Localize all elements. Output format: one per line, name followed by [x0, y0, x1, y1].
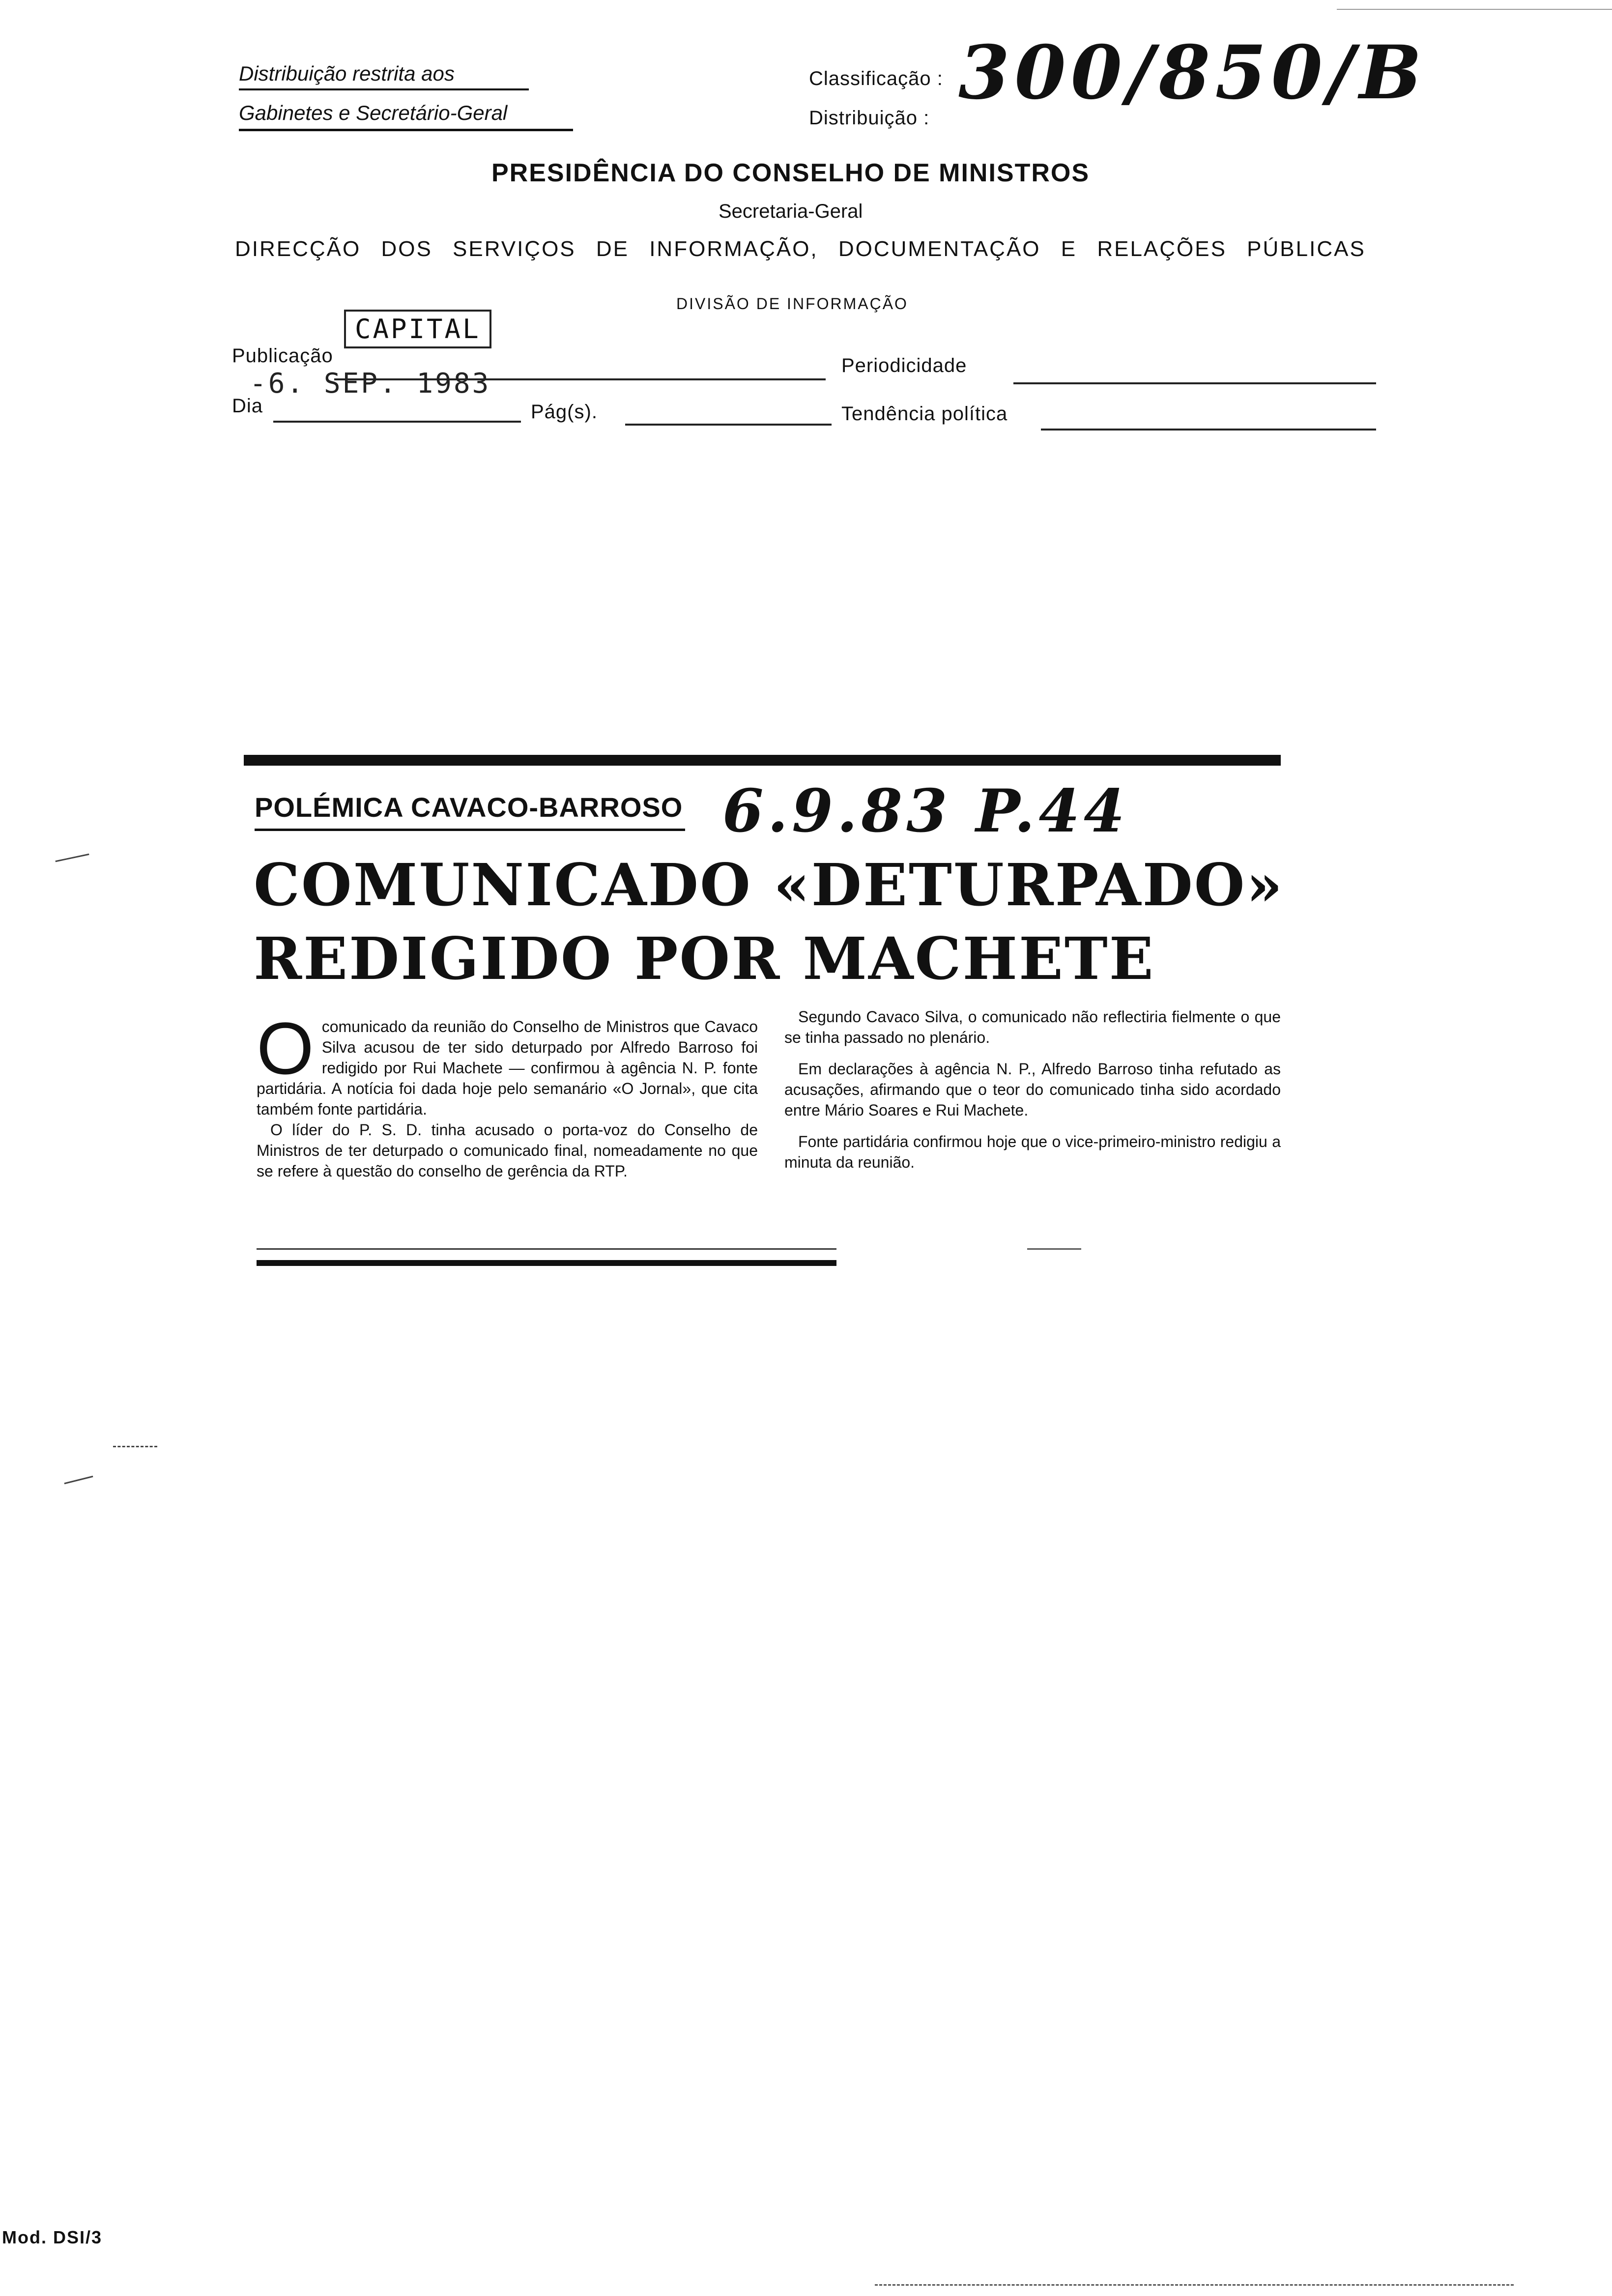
distribution-restriction-line2: Gabinetes e Secretário-Geral: [239, 101, 508, 124]
scan-mark: [55, 854, 89, 862]
distribution-restriction-line1: Distribuição restrita aos: [239, 62, 455, 85]
periodicity-label: Periodicidade: [841, 355, 967, 376]
day-label: Dia: [232, 395, 263, 417]
scan-mark: [113, 1446, 157, 1447]
classification-label: Classificação :: [809, 68, 943, 89]
kicker-underline: [255, 829, 685, 831]
clipping-kicker: POLÉMICA CAVACO-BARROSO: [255, 792, 683, 823]
publication-label: Publicação: [232, 345, 333, 367]
scan-mark: [64, 1476, 93, 1484]
headline-line1: COMUNICADO «DETURPADO»: [254, 851, 1284, 919]
right-paragraph-2: Em declarações à agência N. P., Alfredo Barroso tinha refutado as acusações, afirmando que o teor do comunicado tinha sido acordado entre Mário Soares e Rui Machete.: [784, 1060, 1281, 1119]
distribution-underline-2: [239, 129, 573, 131]
clipping-top-rule: [244, 755, 1281, 766]
model-number: Mod. DSI/3: [2, 2227, 103, 2247]
distribution-underline-1: [239, 88, 529, 90]
left-paragraph-2: O líder do P. S. D. tinha acusado o porta-voz do Conselho de Ministros de ter deturpado o comunicado final, nomeadamente no que se refere à questão do conselho de gerência da RTP.: [257, 1121, 758, 1180]
clipping-handwritten-note: 6.9.83 P.44: [722, 776, 1129, 846]
left-paragraph-1: comunicado da reunião do Conselho de Ministros que Cavaco Silva acusou de ter sido deturpado por Alfredo Barroso foi redigido por Rui Machete — confirmou à agência N. P. fonte partidária. A notícia foi dada hoje pelo semanário «O Jornal», que cita também fonte partidária.: [257, 1018, 758, 1118]
secretariat-subtitle: Secretaria-Geral: [719, 201, 863, 222]
presidency-title: PRESIDÊNCIA DO CONSELHO DE MINISTROS: [491, 159, 1090, 187]
day-line: [273, 421, 521, 423]
top-edge-line: [1337, 9, 1612, 10]
clipping-bottom-thin-rule: [257, 1248, 836, 1250]
division-title: DIVISÃO DE INFORMAÇÃO: [676, 295, 908, 313]
right-paragraph-3: Fonte partidária confirmou hoje que o vice-primeiro-ministro redigiu a minuta da reunião.: [784, 1133, 1281, 1171]
date-stamp: -6. SEP. 1983: [250, 368, 491, 400]
drop-cap: O: [257, 1007, 314, 1090]
political-tendency-label: Tendência política: [841, 403, 1008, 425]
article-left-column: [257, 1007, 758, 1181]
right-paragraph-1: Segundo Cavaco Silva, o comunicado não reflectiria fielmente o que se tinha passado no plenário.: [784, 1008, 1281, 1046]
clipping-bottom-short-rule: [1027, 1248, 1081, 1250]
directorate-title: DIRECÇÃO DOS SERVIÇOS DE INFORMAÇÃO, DOCUMENTAÇÃO E RELAÇÕES PÚBLICAS: [235, 237, 1366, 261]
headline-line2: REDIGIDO POR MACHETE: [254, 924, 1155, 993]
pages-line: [625, 424, 832, 426]
article-right-column: [784, 1006, 1281, 1173]
political-tendency-line: [1041, 429, 1376, 430]
bottom-edge-marks: [875, 2284, 1514, 2286]
handwritten-reference: 300/850/B: [958, 29, 1427, 116]
distribution-label: Distribuição :: [809, 107, 930, 129]
periodicity-line: [1013, 382, 1376, 384]
pages-label: Pág(s).: [531, 401, 598, 423]
clipping-bottom-rule: [257, 1260, 836, 1266]
publication-stamp: CAPITAL: [344, 310, 491, 348]
